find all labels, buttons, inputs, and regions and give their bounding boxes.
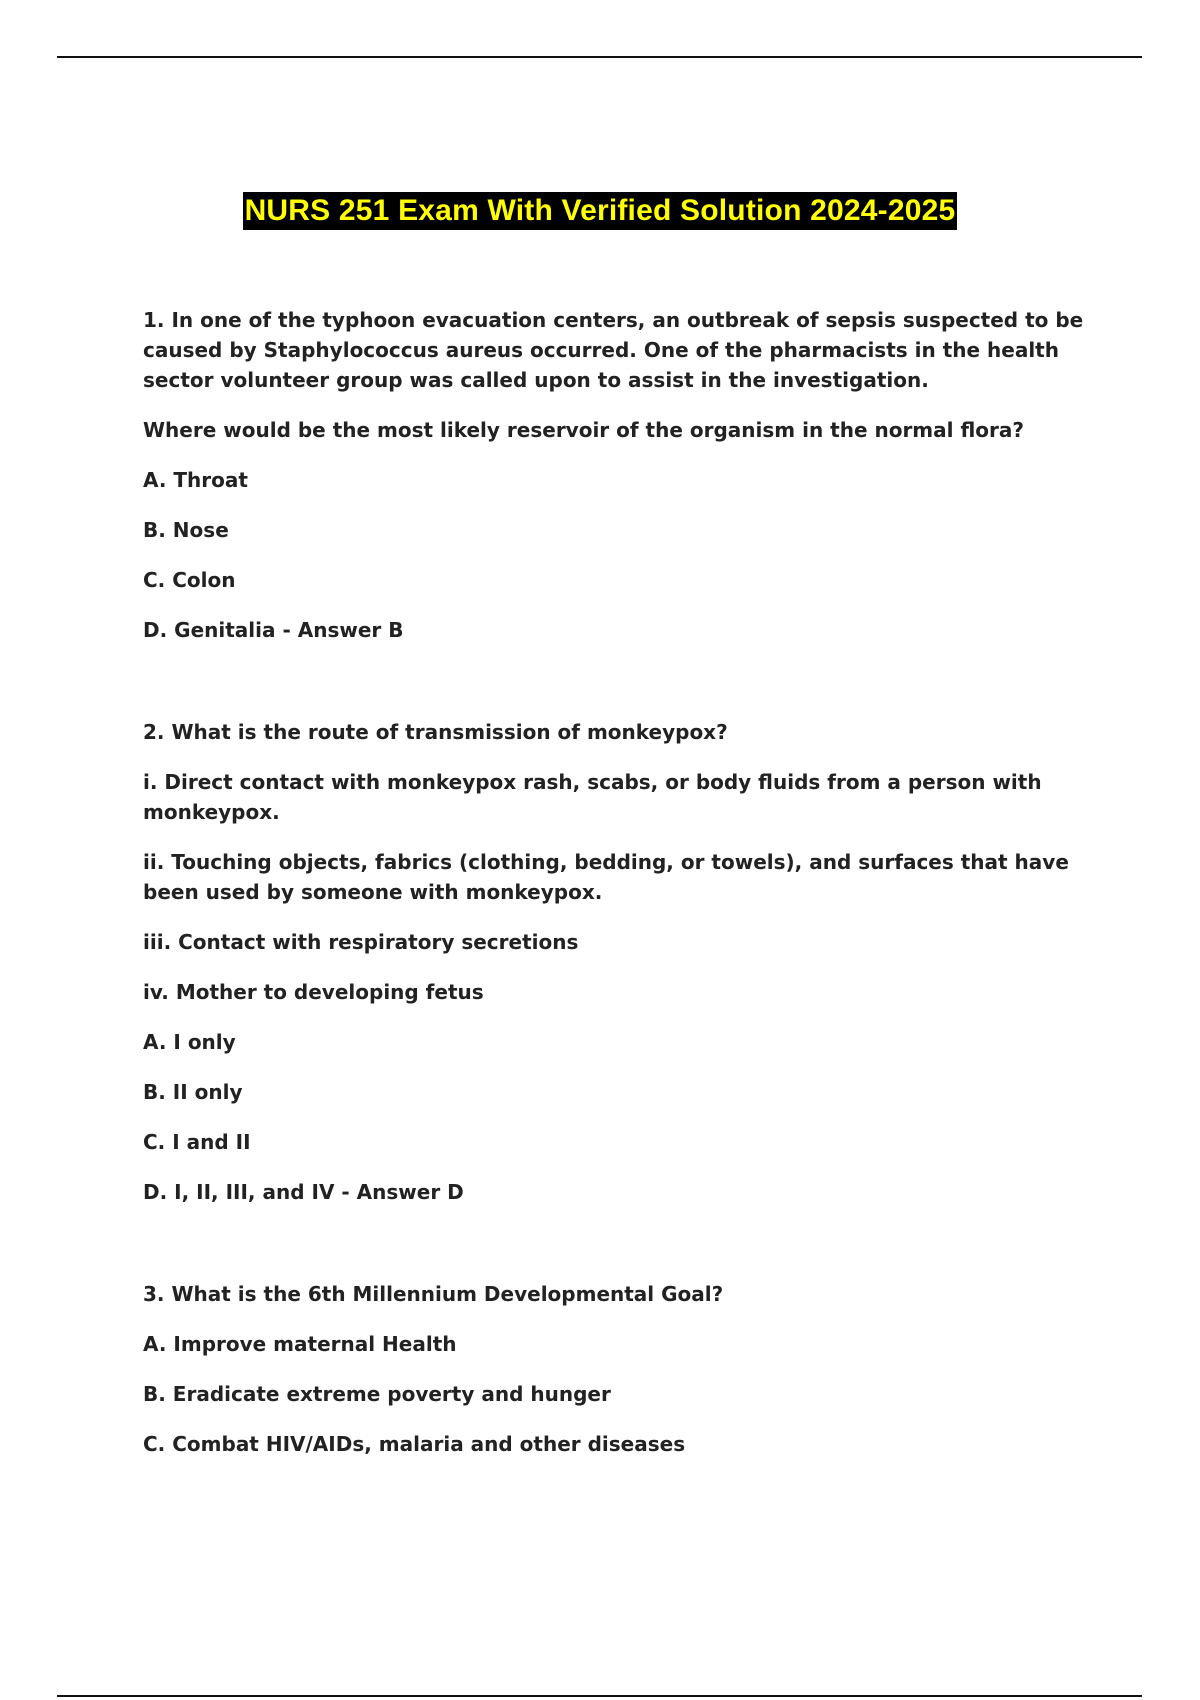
question-stem: 1. In one of the typhoon evacuation centers, an outbreak of sepsis suspected to be caused by Staphylococcus aureus occurred. One of the pharmacists in the health sector volunteer group was called upon to assist in the investigation. — [143, 308, 1084, 392]
statement-iii: iii. Contact with respiratory secretions — [143, 930, 579, 954]
answer-option-c: C. Colon — [143, 568, 236, 592]
question-stem: 3. What is the 6th Millennium Developmental Goal? — [143, 1282, 724, 1306]
exam-content — [143, 305, 1093, 1479]
answer-option-a: A. I only — [143, 1030, 236, 1054]
top-rule — [57, 56, 1142, 58]
answer-option-d: D. Genitalia - Answer B — [143, 618, 404, 642]
question-3 — [143, 1279, 1093, 1459]
document-title: NURS 251 Exam With Verified Solution 2024-2025 — [243, 192, 958, 230]
question-prompt: Where would be the most likely reservoir of the organism in the normal flora? — [143, 418, 1024, 442]
answer-option-d: D. I, II, III, and IV - Answer D — [143, 1180, 464, 1204]
question-spacer — [143, 645, 1093, 717]
answer-option-b: B. II only — [143, 1080, 243, 1104]
bottom-rule — [57, 1695, 1142, 1697]
answer-option-b: B. Eradicate extreme poverty and hunger — [143, 1382, 611, 1406]
title-container — [0, 192, 1200, 230]
question-spacer — [143, 1207, 1093, 1279]
answer-option-a: A. Throat — [143, 468, 248, 492]
question-stem: 2. What is the route of transmission of monkeypox? — [143, 720, 728, 744]
statement-iv: iv. Mother to developing fetus — [143, 980, 484, 1004]
answer-option-a: A. Improve maternal Health — [143, 1332, 457, 1356]
question-2 — [143, 717, 1093, 1207]
question-1 — [143, 305, 1093, 645]
answer-option-c: C. I and II — [143, 1130, 251, 1154]
answer-option-b: B. Nose — [143, 518, 229, 542]
statement-i: i. Direct contact with monkeypox rash, scabs, or body fluids from a person with monkeypox. — [143, 770, 1042, 824]
statement-ii: ii. Touching objects, fabrics (clothing, bedding, or towels), and surfaces that have been used by someone with monkeypox. — [143, 850, 1069, 904]
answer-option-c: C. Combat HIV/AIDs, malaria and other diseases — [143, 1432, 686, 1456]
